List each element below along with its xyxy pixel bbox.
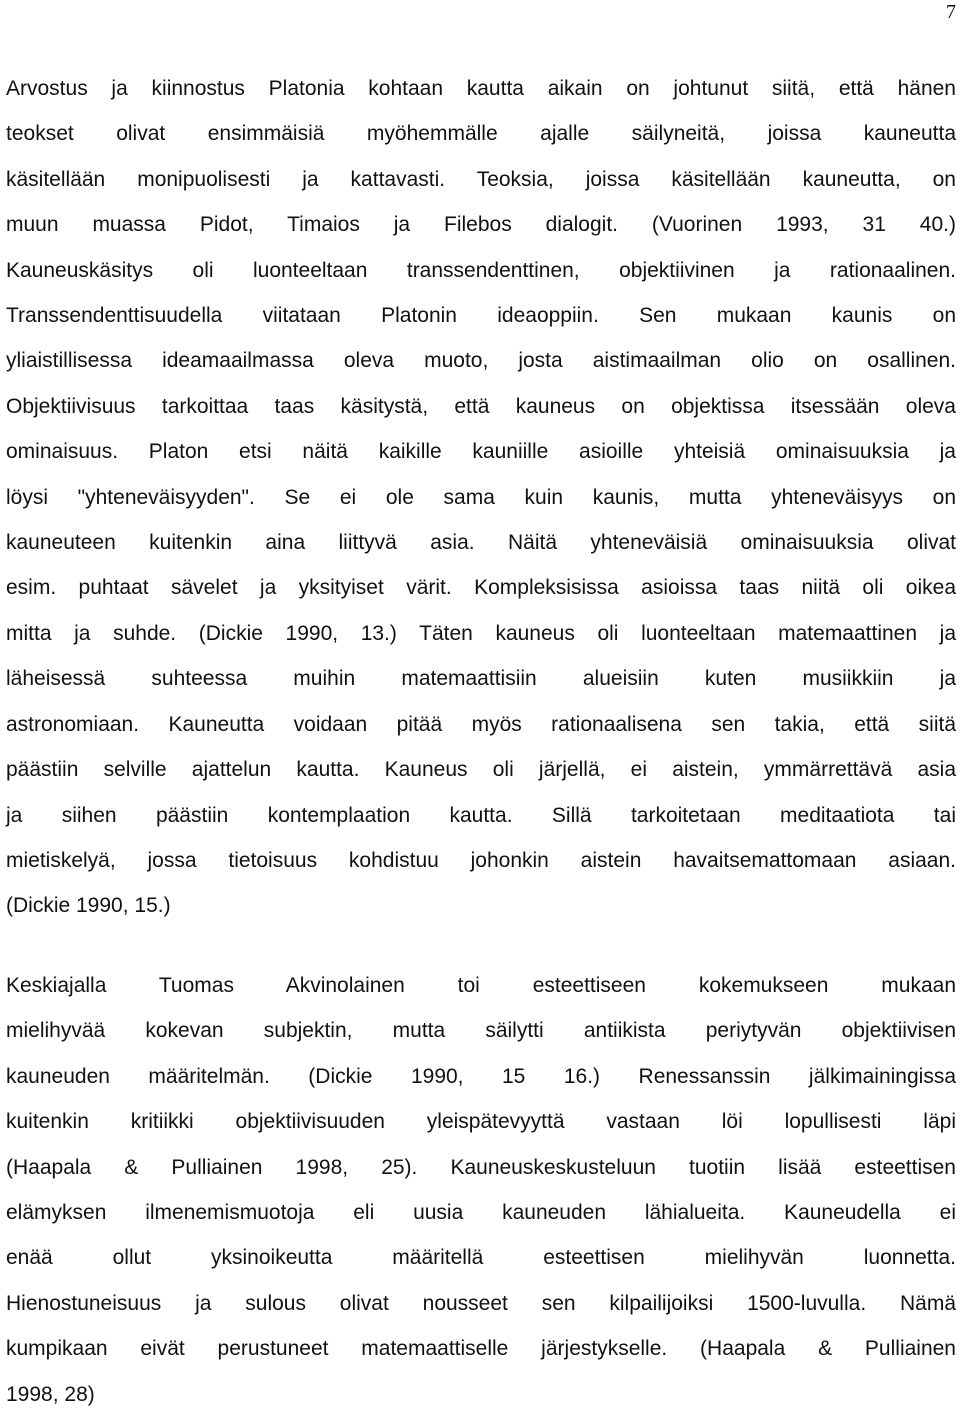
- text-line: Transsendenttisuudella viitataan Platonin ideaoppiin. Sen mukaan kaunis on: [6, 304, 956, 328]
- text-line: Objektiivisuus tarkoittaa taas käsitystä, että kauneus on objektissa itsessään oleva: [6, 394, 956, 418]
- text-line: (Haapala & Pulliainen 1998, 25). Kauneuskeskusteluun tuotiin lisää esteettisen: [6, 1155, 956, 1179]
- text-line: Kauneuskäsitys oli luonteeltaan transsendenttinen, objektiivinen ja rationaalinen.: [6, 258, 956, 282]
- text-line: läheisessä suhteessa muihin matemaattisiin alueisiin kuten musiikkiin ja: [6, 667, 956, 691]
- text-line: käsitellään monipuolisesti ja kattavasti. Teoksia, joissa käsitellään kauneutta, on: [6, 167, 956, 191]
- text-line: päästiin selville ajattelun kautta. Kauneus oli järjellä, ei aistein, ymmärrettävä asia: [6, 758, 956, 782]
- text-line: Arvostus ja kiinnostus Platonia kohtaan kautta aikain on johtunut siitä, että hänen: [6, 77, 956, 100]
- text-line: astronomiaan. Kauneutta voidaan pitää myös rationaalisena sen takia, että siitä: [6, 712, 956, 736]
- text-line: muun muassa Pidot, Timaios ja Filebos dialogit. (Vuorinen 1993, 31 40.): [6, 213, 956, 237]
- text-line: mielihyvää kokevan subjektin, mutta säilytti antiikista periytyvän objektiivisen: [6, 1019, 956, 1043]
- text-line: mietiskelyä, jossa tietoisuus kohdistuu johonkin aistein havaitsemattomaan asiaan.: [6, 848, 956, 872]
- text-line: kauneuteen kuitenkin aina liittyvä asia. Näitä yhteneväisiä ominaisuuksia olivat: [6, 531, 956, 555]
- text-line: elämyksen ilmenemismuotoja eli uusia kauneuden lähialueita. Kauneudella ei: [6, 1201, 956, 1225]
- page-number: 7: [946, 1, 956, 23]
- text-line: mitta ja suhde. (Dickie 1990, 13.) Täten kauneus oli luonteeltaan matemaattinen ja: [6, 621, 956, 645]
- text-line: löysi "yhteneväisyyden". Se ei ole sama kuin kaunis, mutta yhteneväisyys on: [6, 485, 956, 509]
- text-line: teokset olivat ensimmäisiä myöhemmälle ajalle säilyneitä, joissa kauneutta: [6, 122, 956, 146]
- text-line: yliaistillisessa ideamaailmassa oleva muoto, josta aistimaailman olio on osallinen.: [6, 349, 956, 373]
- paragraph-platonic-beauty: [6, 66, 956, 929]
- text-line: ja siihen päästiin kontemplaation kautta. Sillä tarkoitetaan meditaatiota tai: [6, 803, 956, 827]
- text-line: Keskiajalla Tuomas Akvinolainen toi esteettiseen kokemukseen mukaan: [6, 974, 956, 997]
- text-line: kuitenkin kritiikki objektiivisuuden yleispätevyyttä vastaan löi lopullisesti läpi: [6, 1110, 956, 1134]
- text-line: kauneuden määritelmän. (Dickie 1990, 15 16.) Renessanssin jälkimainingissa: [6, 1064, 956, 1088]
- text-line: 1998, 28): [6, 1382, 95, 1406]
- paragraph-medieval-beauty: [6, 963, 956, 1417]
- text-line: (Dickie 1990, 15.): [6, 894, 171, 918]
- text-line: enää ollut yksinoikeutta määritellä esteettisen mielihyvän luonnetta.: [6, 1246, 956, 1270]
- text-line: kumpikaan eivät perustuneet matemaattiselle järjestykselle. (Haapala & Pulliainen: [6, 1337, 956, 1361]
- text-line: ominaisuus. Platon etsi näitä kaikille kauniille asioille yhteisiä ominaisuuksia ja: [6, 440, 956, 464]
- text-line: esim. puhtaat sävelet ja yksityiset värit. Kompleksisissa asioissa taas niitä oli oikea: [6, 576, 956, 600]
- text-line: Hienostuneisuus ja sulous olivat nousseet sen kilpailijoiksi 1500-luvulla. Nämä: [6, 1291, 956, 1315]
